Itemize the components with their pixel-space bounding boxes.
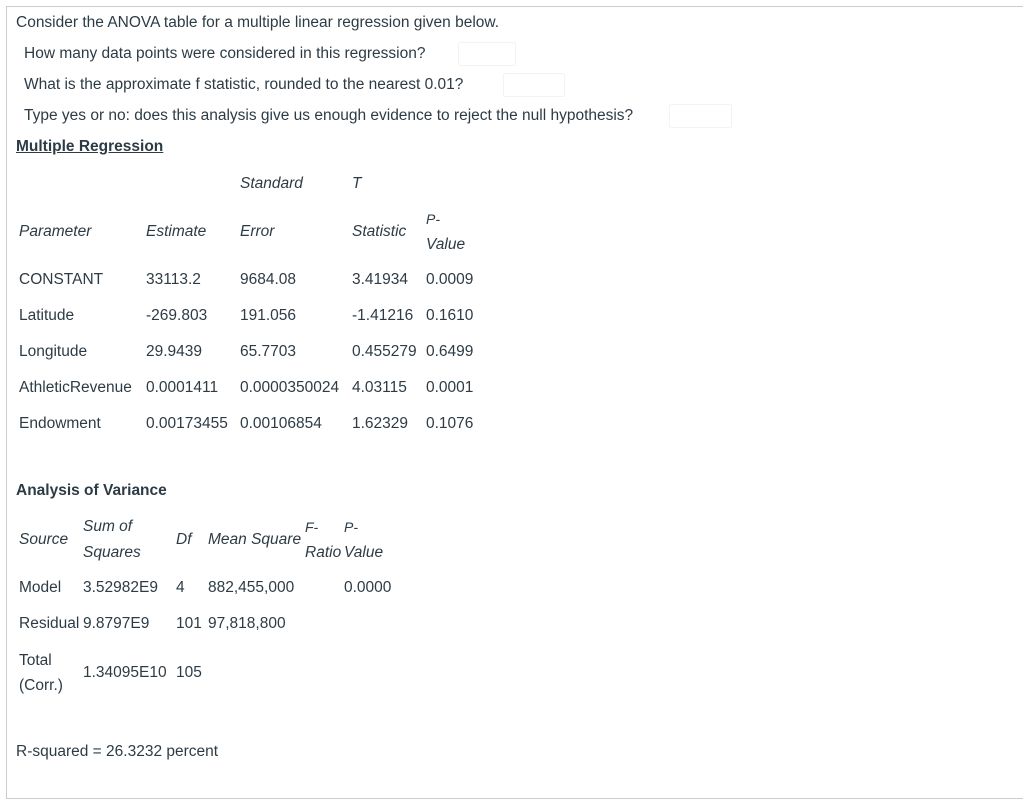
- header-estimate: Estimate: [146, 223, 207, 240]
- cell-parameter: AthleticRevenue: [19, 379, 132, 396]
- answer-input-f-statistic[interactable]: [503, 73, 565, 97]
- question-reject-null: Type yes or no: does this analysis give us enough evidence to reject the null hypothesis?: [24, 107, 634, 124]
- header-p-bottom: Value: [426, 236, 466, 253]
- cell-t-statistic: 0.455279: [352, 343, 417, 360]
- answer-input-reject-null[interactable]: [669, 104, 732, 128]
- cell-p-value: 0.1076: [426, 415, 474, 432]
- cell-stderr: 191.056: [240, 307, 297, 324]
- question-intro: Consider the ANOVA table for a multiple linear regression given below.: [16, 14, 500, 31]
- anova-header-mean-square: Mean Square: [208, 531, 302, 548]
- header-t-bottom: Statistic: [352, 223, 407, 240]
- cell-parameter: Longitude: [19, 343, 88, 360]
- anova-header-p-bottom: Value: [344, 544, 384, 561]
- cell-estimate: 0.0001411: [146, 379, 219, 396]
- cell-estimate: 0.00173455: [146, 415, 228, 432]
- answer-input-data-points[interactable]: [458, 42, 516, 66]
- anova-cell-source-total: Total: [19, 652, 52, 669]
- anova-cell-df: 4: [176, 579, 185, 596]
- cell-p-value: 0.1610: [426, 307, 474, 324]
- anova-header-ss-bottom: Squares: [83, 544, 141, 561]
- anova-cell-source: Model: [19, 579, 62, 596]
- cell-parameter: Latitude: [19, 307, 75, 324]
- header-parameter: Parameter: [19, 223, 92, 240]
- anova-cell-sum-of-squares: 1.34095E10: [83, 664, 167, 681]
- header-p-top: P-: [426, 211, 440, 227]
- anova-cell-df: 101: [176, 615, 202, 632]
- header-stderr-bottom: Error: [240, 223, 275, 240]
- anova-header-df: Df: [176, 531, 192, 548]
- anova-header-source: Source: [19, 531, 69, 548]
- cell-stderr: 0.0000350024: [240, 379, 340, 396]
- cell-t-statistic: 3.41934: [352, 271, 409, 288]
- anova-cell-source-corr: (Corr.): [19, 677, 63, 694]
- cell-p-value: 0.0009: [426, 271, 474, 288]
- anova-header-f-top: F-: [305, 519, 319, 535]
- cell-stderr: 65.7703: [240, 343, 297, 360]
- anova-cell-source: Residual: [19, 615, 80, 632]
- anova-cell-df: 105: [176, 664, 202, 681]
- cell-parameter: Endowment: [19, 415, 101, 432]
- r-squared-text: R-squared = 26.3232 percent: [16, 743, 219, 760]
- anova-cell-sum-of-squares: 9.8797E9: [83, 615, 150, 632]
- anova-title: Analysis of Variance: [16, 482, 167, 499]
- cell-stderr: 0.00106854: [240, 415, 322, 432]
- cell-p-value: 0.6499: [426, 343, 474, 360]
- cell-t-statistic: 1.62329: [352, 415, 409, 432]
- anova-header-f-bottom: Ratio: [305, 544, 342, 561]
- cell-t-statistic: 4.03115: [352, 379, 407, 396]
- anova-cell-mean-square: 882,455,000: [208, 579, 295, 596]
- cell-estimate: 33113.2: [146, 271, 201, 288]
- cell-estimate: 29.9439: [146, 343, 203, 360]
- anova-header-ss-top: Sum of: [83, 518, 133, 535]
- anova-cell-p-value: 0.0000: [344, 579, 392, 596]
- cell-estimate: -269.803: [146, 307, 208, 324]
- header-t-top: T: [352, 175, 362, 192]
- question-f-statistic: What is the approximate f statistic, rounded to the nearest 0.01?: [24, 76, 464, 93]
- cell-p-value: 0.0001: [426, 379, 474, 396]
- anova-header-p-top: P-: [344, 519, 358, 535]
- regression-title: Multiple Regression: [16, 138, 164, 155]
- cell-stderr: 9684.08: [240, 271, 297, 288]
- cell-t-statistic: -1.41216: [352, 307, 414, 324]
- header-stderr-top: Standard: [240, 175, 303, 192]
- cell-parameter: CONSTANT: [19, 271, 104, 288]
- question-data-points: How many data points were considered in this regression?: [24, 45, 426, 62]
- anova-cell-mean-square: 97,818,800: [208, 615, 286, 632]
- anova-cell-sum-of-squares: 3.52982E9: [83, 579, 158, 596]
